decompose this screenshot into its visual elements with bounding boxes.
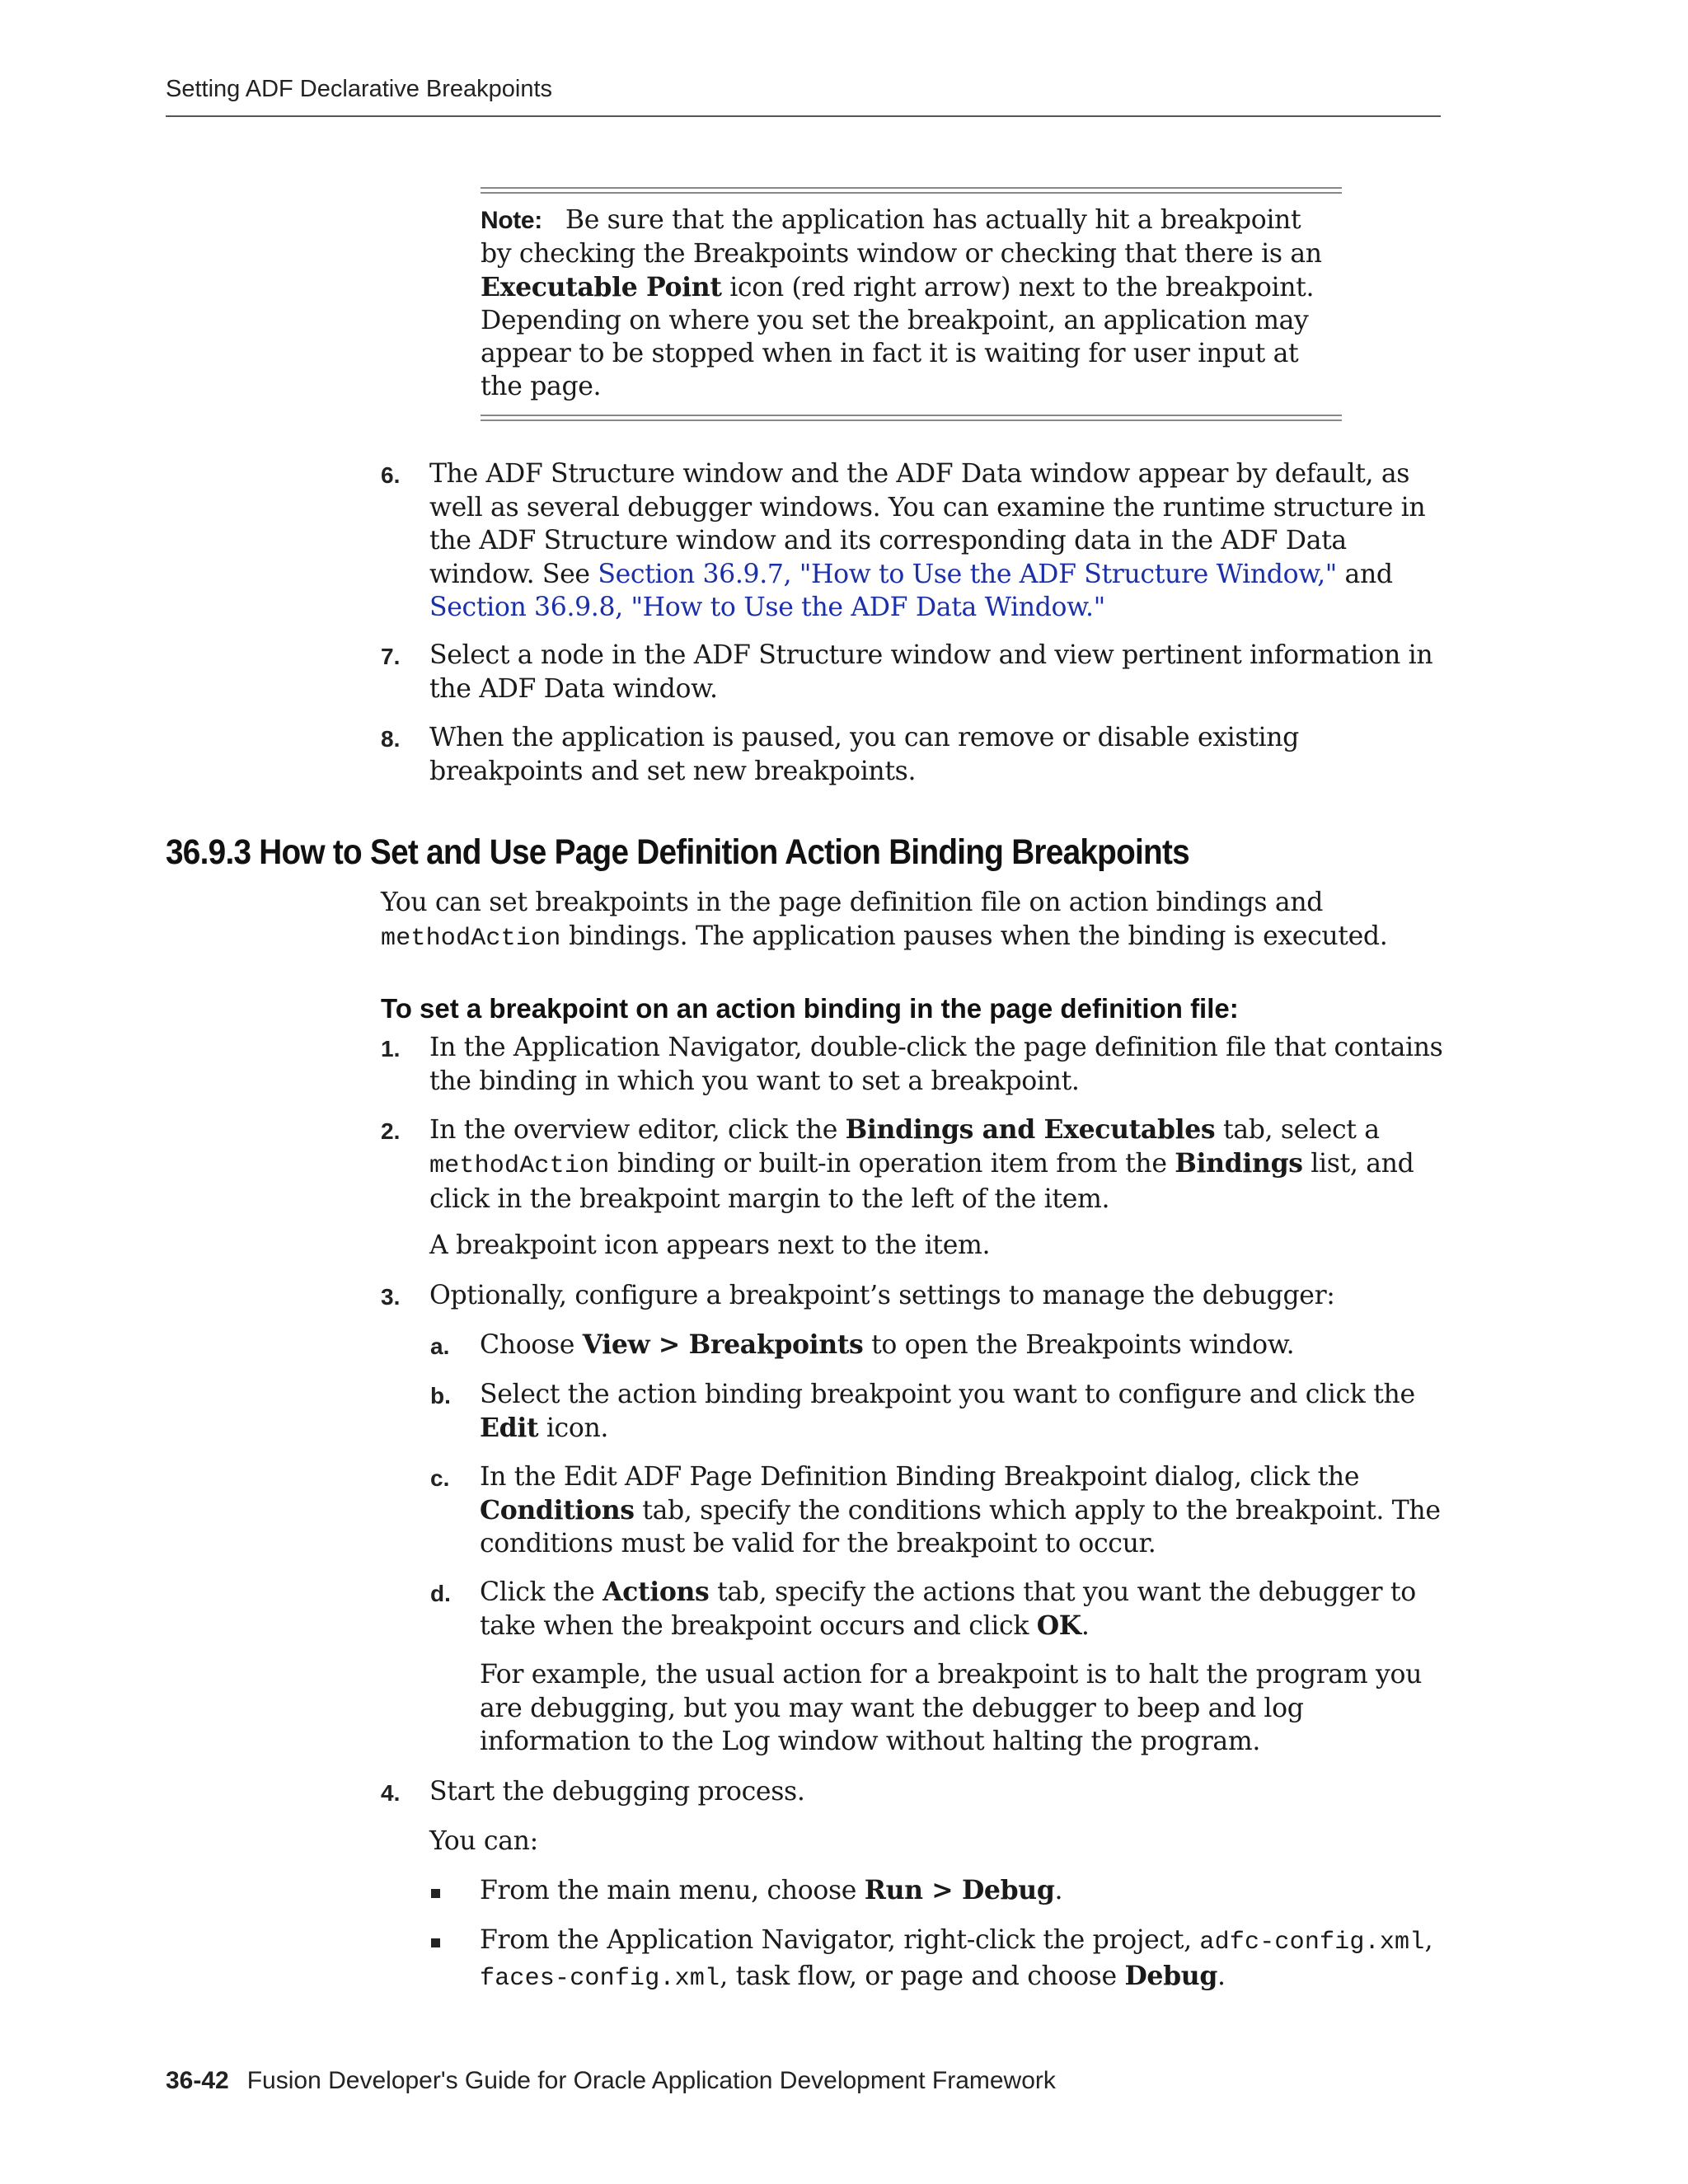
proc-step-4-text: Start the debugging process. <box>429 1777 805 1807</box>
proc-step-1-text: In the Application Navigator, double-click the page definition file that contains the binding in which you want to set a breakpoint. <box>429 1033 1443 1096</box>
code-methodaction: methodAction <box>381 924 561 953</box>
bullet-icon <box>431 1938 440 1947</box>
substep-b-text: Select the action binding breakpoint you want to configure and click the Edit icon. <box>480 1380 1415 1443</box>
code-methodaction: methodAction <box>429 1151 610 1180</box>
substep-c-text: In the Edit ADF Page Definition Binding Breakpoint dialog, click the Conditions tab, specify the conditions which apply to the breakpoint. The conditions must be valid for the breakpoint to occur. <box>480 1462 1441 1558</box>
running-header: Setting ADF Declarative Breakpoints <box>166 76 553 102</box>
link-section-36-9-7[interactable]: Section 36.9.7, "How to Use the ADF Structure Window," <box>598 559 1337 589</box>
note-text-1: Be sure that the application has actually hit a breakpoint by checking the Breakpoints window or checking that there is an <box>481 205 1322 269</box>
code-adfc-config: adfc-config.xml <box>1199 1929 1425 1957</box>
header-rule <box>166 115 1441 117</box>
note-text-2: icon (red right arrow) next to the breakpoint. Depending on where you set the breakpoint, an application may appear to be stopped when in fact it is waiting for user input at the page. <box>481 272 1315 402</box>
proc-step-3-text: Optionally, configure a breakpoint’s settings to manage the debugger: <box>429 1281 1335 1310</box>
bullet-item-1: From the main menu, choose Run > Debug. <box>480 1875 1063 1905</box>
step-7-text: Select a node in the ADF Structure window and view pertinent information in the ADF Data window. <box>429 640 1433 704</box>
note-bottom-rule <box>481 415 1342 421</box>
link-section-36-9-8[interactable]: Section 36.9.8, "How to Use the ADF Data Window." <box>429 593 1105 622</box>
note-bold: Executable Point <box>481 271 722 302</box>
step-number: 8. <box>381 726 401 752</box>
section-heading: 36.9.3 How to Set and Use Page Definition Action Binding Breakpoints <box>166 832 1189 872</box>
step-number: 2. <box>381 1118 401 1144</box>
substep-letter: a. <box>430 1333 450 1359</box>
section-intro: You can set breakpoints in the page definition file on action bindings and methodAction bindings. The application pauses when the binding is executed. <box>381 888 1388 953</box>
procedure-heading: To set a breakpoint on an action binding in the page definition file: <box>381 993 1239 1024</box>
note-label: Note: <box>481 207 542 234</box>
substep-letter: c. <box>430 1465 450 1491</box>
substep-d-para: For example, the usual action for a breakpoint is to halt the program you are debugging, but you may want the debugger to beep and log information to the Log window without halting the program. <box>480 1660 1423 1756</box>
step-number: 7. <box>381 644 401 669</box>
page-number: 36-42 <box>166 2067 229 2094</box>
proc-step-4-para: You can: <box>429 1826 538 1856</box>
step-number: 1. <box>381 1036 401 1062</box>
page-footer <box>166 2067 1056 2095</box>
book-title: Fusion Developer's Guide for Oracle Application Development Framework <box>246 2067 1056 2094</box>
step-6-text: The ADF Structure window and the ADF Data window appear by default, as well as several debugger windows. You can examine the runtime structure in the ADF Structure window and its corresponding data in the ADF Data window. See Section 36.9.7, "How to Use the ADF Structure Window," and Section 36.9.8, "How to Use the ADF Data Window." <box>429 459 1426 622</box>
substep-d-text: Click the Actions tab, specify the actions that you want the debugger to take when the breakpoint occurs and click OK. <box>480 1577 1416 1641</box>
bullet-item-2: From the Application Navigator, right-click the project, adfc-config.xml, faces-config.xml, task flow, or page and choose Debug. <box>480 1925 1433 1993</box>
substep-letter: d. <box>430 1581 451 1606</box>
bullet-icon <box>431 1889 440 1898</box>
substep-a-text: Choose View > Breakpoints to open the Breakpoints window. <box>480 1329 1295 1360</box>
step-number: 6. <box>381 462 401 488</box>
proc-step-2-text: In the overview editor, click the Bindings and Executables tab, select a methodAction binding or built-in operation item from the Bindings list, and click in the breakpoint margin to the left of the item. <box>429 1114 1414 1214</box>
proc-step-2-para: A breakpoint icon appears next to the item. <box>429 1230 991 1260</box>
note-box <box>481 204 1338 404</box>
note-top-rule <box>481 187 1342 194</box>
substep-letter: b. <box>430 1383 451 1408</box>
step-number: 3. <box>381 1284 401 1310</box>
step-number: 4. <box>381 1780 401 1806</box>
code-faces-config: faces-config.xml <box>480 1964 720 1993</box>
step-8-text: When the application is paused, you can remove or disable existing breakpoints and set new breakpoints. <box>429 723 1299 786</box>
